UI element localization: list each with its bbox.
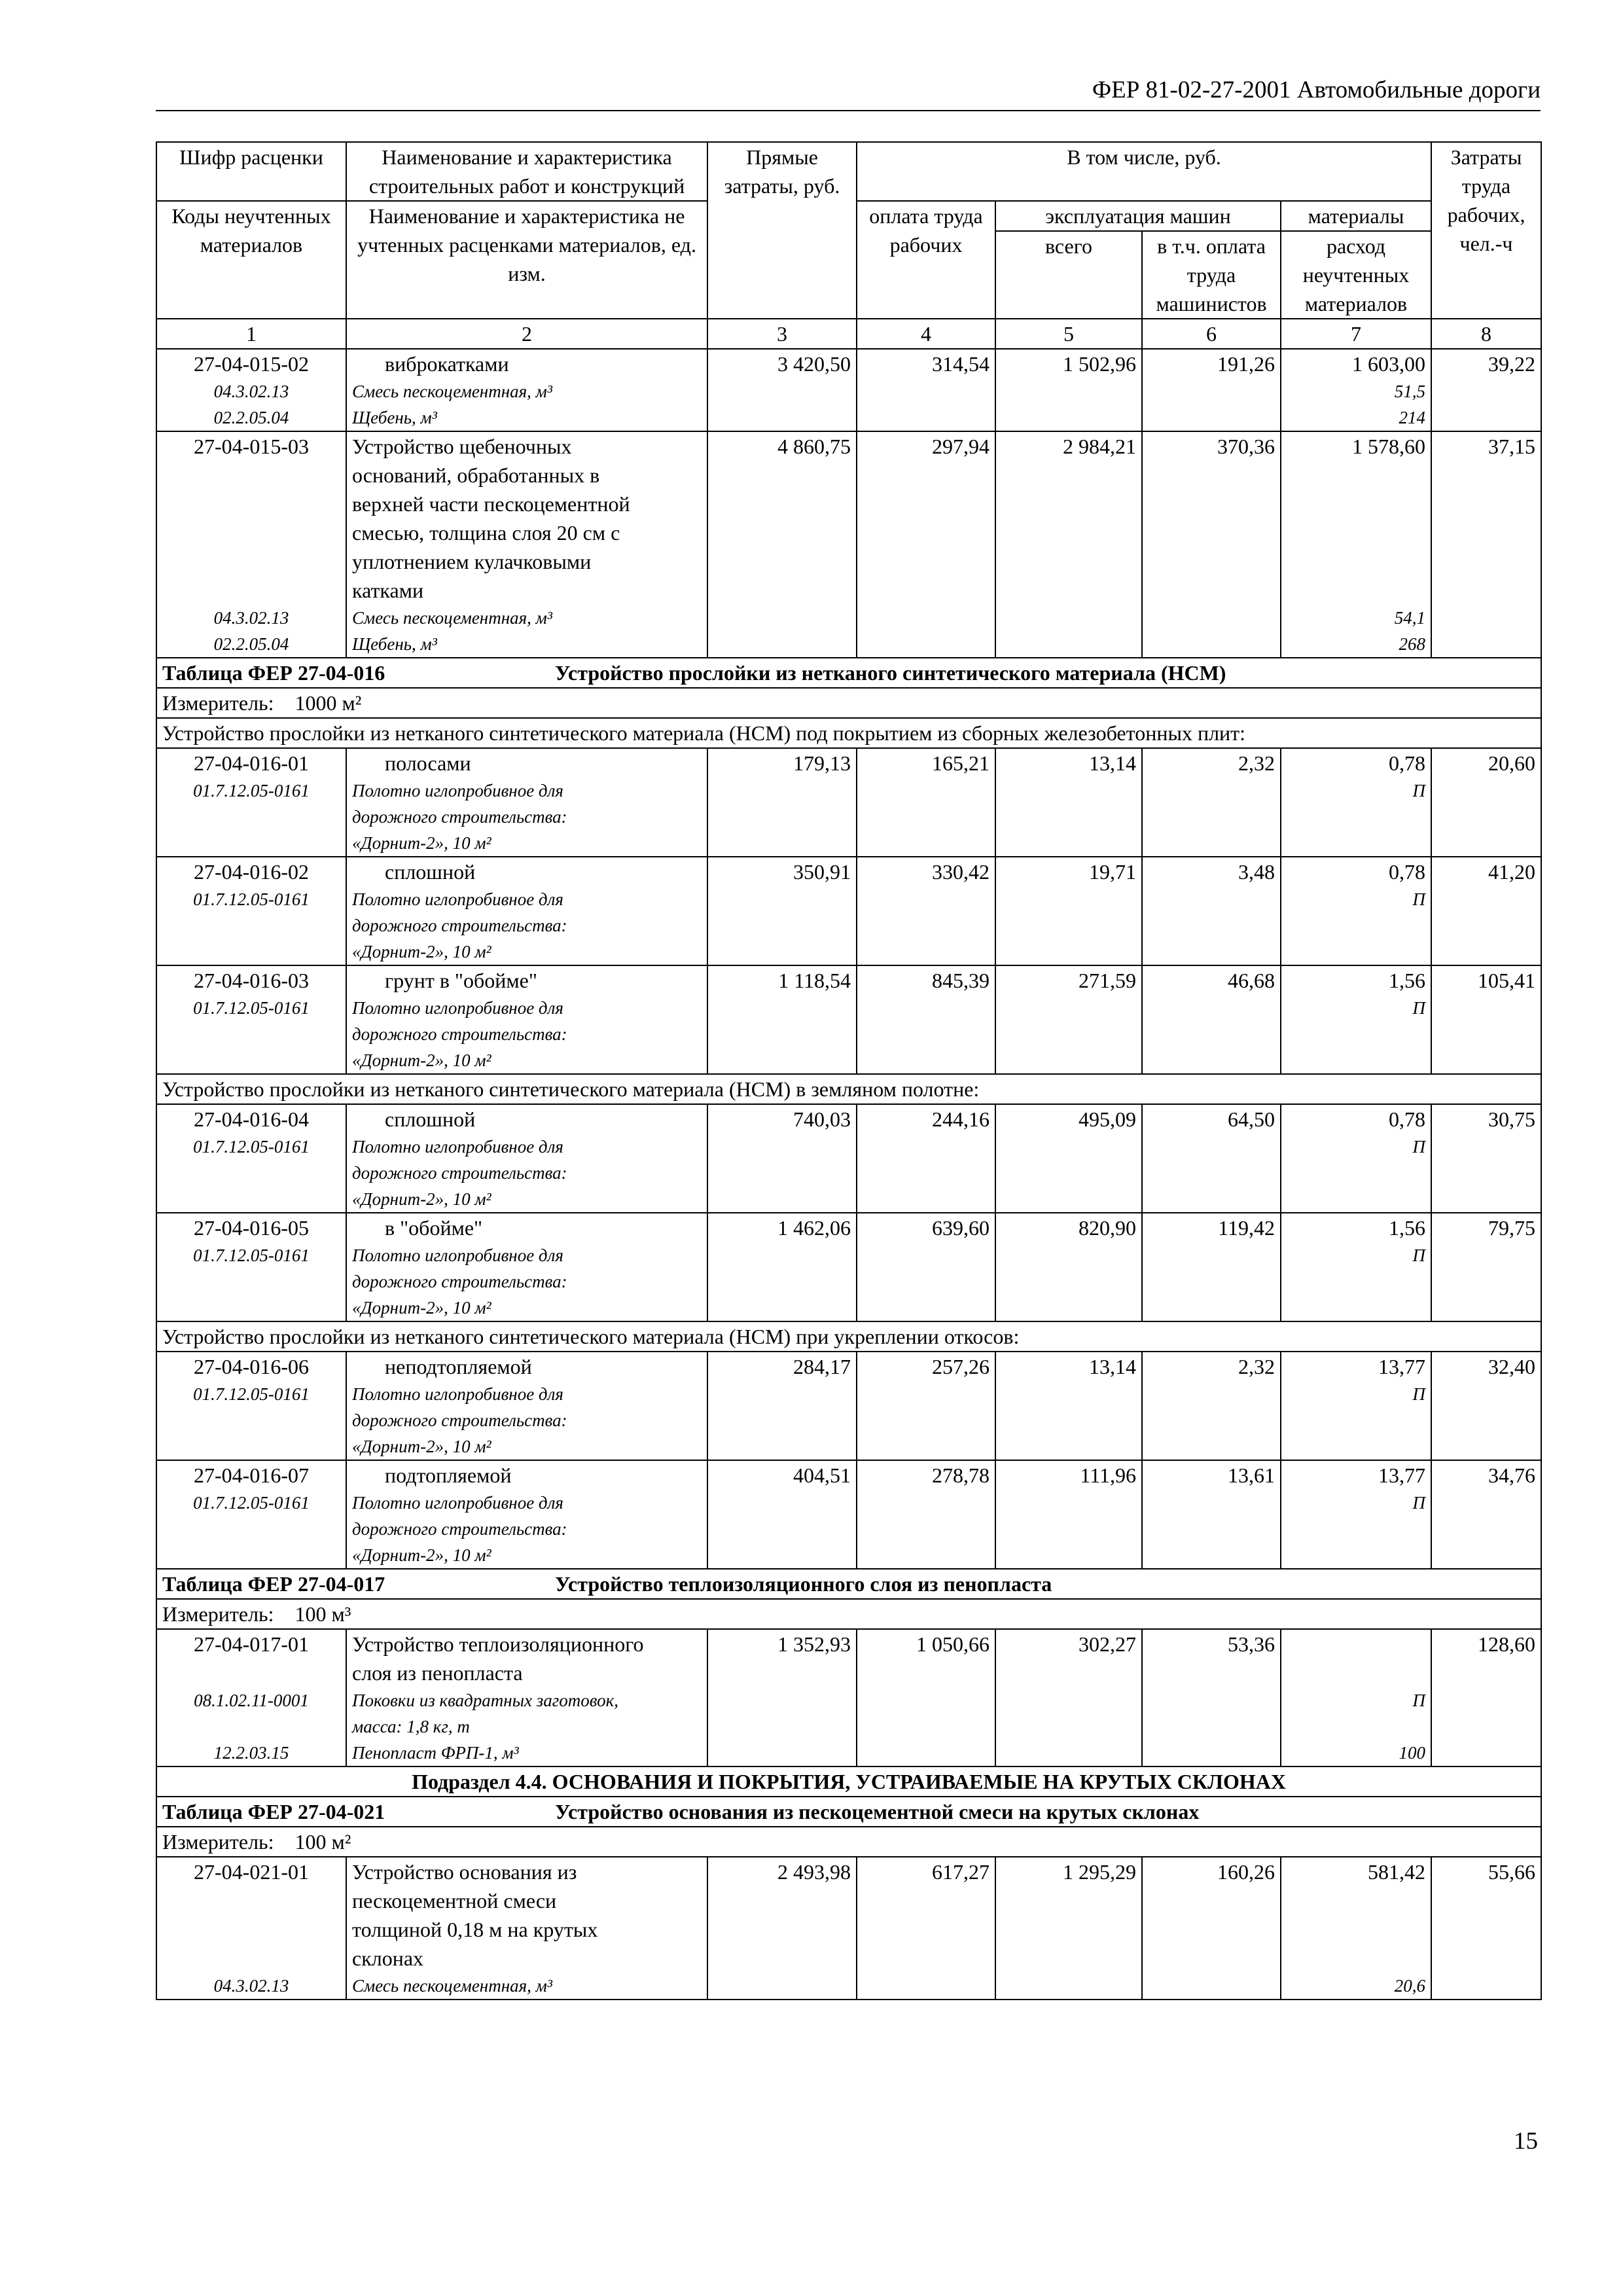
table-title-row bbox=[156, 658, 1541, 688]
table-row bbox=[156, 1352, 1541, 1460]
row-code: 27-04-016-05 bbox=[194, 1216, 309, 1240]
material-name: Полотно иглопробивное для bbox=[352, 1493, 563, 1513]
measure-row: Измеритель: 100 м² bbox=[156, 1827, 1541, 1857]
labor-hours: 41,20 bbox=[1431, 857, 1541, 965]
col2-bottom-header: Наименование и характеристика не учтенных расценками материалов, ед. изм. bbox=[346, 201, 707, 319]
table-number: Таблица ФЕР 27-04-021 bbox=[162, 1800, 385, 1823]
col4-header: оплата труда рабочих bbox=[857, 201, 995, 319]
material-code: 01.7.12.05-0161 bbox=[193, 781, 310, 800]
material-name: дорожного строительства: bbox=[352, 1272, 567, 1291]
material-name: Полотно иглопробивное для bbox=[352, 1246, 563, 1265]
material-name: «Дорнит-2», 10 м² bbox=[352, 942, 491, 961]
col5-header: всего bbox=[995, 231, 1142, 319]
materials-cost: 13,77 bbox=[1378, 1463, 1426, 1487]
group-row: Устройство прослойки из нетканого синтетического материала (НСМ) при укреплении откосов: bbox=[156, 1321, 1541, 1352]
group-row: Устройство прослойки из нетканого синтетического материала (НСМ) в земляном полотне: bbox=[156, 1074, 1541, 1104]
col-num: 1 bbox=[156, 319, 346, 349]
material-name: «Дорнит-2», 10 м² bbox=[352, 833, 491, 853]
machinist-pay: 2,32 bbox=[1142, 748, 1281, 857]
machines-header: эксплуатация машин bbox=[995, 201, 1281, 231]
material-name: дорожного строительства: bbox=[352, 1519, 567, 1539]
labor-pay: 639,60 bbox=[857, 1213, 995, 1321]
material-code: 01.7.12.05-0161 bbox=[193, 1137, 310, 1157]
row-name: в "обойме" bbox=[385, 1216, 483, 1240]
table-row: 27-04-021-01 04.3.02.13 Устройство основания из пескоцементной смеси толщиной 0,18 м на крутых склонах Смесь пескоцементная, м³ 2 493,98 617,27 1 295,29 160,26 581,42 20,6 55,66 bbox=[156, 1857, 1541, 2000]
col7-header: расход неучтенных материалов bbox=[1281, 231, 1431, 319]
group-header: В том числе, руб. bbox=[857, 142, 1431, 201]
measure-row: Измеритель: 100 м³ bbox=[156, 1599, 1541, 1629]
direct-costs: 284,17 bbox=[707, 1352, 857, 1460]
table-title-row bbox=[156, 1797, 1541, 1827]
row-code: 27-04-016-02 bbox=[194, 860, 309, 884]
material-name: Полотно иглопробивное для bbox=[352, 1137, 563, 1157]
machinist-pay: 2,32 bbox=[1142, 1352, 1281, 1460]
table-row bbox=[156, 1460, 1541, 1569]
price-table bbox=[156, 141, 1542, 2000]
material-unit: П bbox=[1412, 1246, 1426, 1265]
header-row-1 bbox=[156, 142, 1541, 201]
col-num: 4 bbox=[857, 319, 995, 349]
machines-total: 271,59 bbox=[995, 965, 1142, 1074]
measure-row: Измеритель: 1000 м² bbox=[156, 688, 1541, 718]
materials-cost: 13,77 bbox=[1378, 1355, 1426, 1378]
table-number: Таблица ФЕР 27-04-017 bbox=[162, 1572, 385, 1596]
labor-pay: 845,39 bbox=[857, 965, 995, 1074]
direct-costs: 1 462,06 bbox=[707, 1213, 857, 1321]
machinist-pay: 46,68 bbox=[1142, 965, 1281, 1074]
row-name: полосами bbox=[385, 751, 471, 775]
col6-header: в т.ч. оплата труда машинистов bbox=[1142, 231, 1281, 319]
material-name: «Дорнит-2», 10 м² bbox=[352, 1545, 491, 1565]
row-code: 27-04-016-03 bbox=[194, 969, 309, 992]
group-row: Устройство прослойки из нетканого синтетического материала (НСМ) под покрытием из сборных железобетонных плит: bbox=[156, 718, 1541, 748]
material-name: дорожного строительства: bbox=[352, 1163, 567, 1183]
material-unit: П bbox=[1412, 781, 1426, 800]
material-unit: П bbox=[1412, 998, 1426, 1018]
materials-cost: 0,78 bbox=[1389, 751, 1426, 775]
material-name: Полотно иглопробивное для bbox=[352, 781, 563, 800]
running-header: ФЕР 81-02-27-2001 Автомобильные дороги bbox=[156, 71, 1541, 111]
machinist-pay: 64,50 bbox=[1142, 1104, 1281, 1213]
col-num: 8 bbox=[1431, 319, 1541, 349]
material-name: Полотно иглопробивное для bbox=[352, 889, 563, 909]
material-name: «Дорнит-2», 10 м² bbox=[352, 1437, 491, 1456]
machinist-pay: 119,42 bbox=[1142, 1213, 1281, 1321]
material-code: 01.7.12.05-0161 bbox=[193, 998, 310, 1018]
materials-cost: 1,56 bbox=[1389, 1216, 1426, 1240]
labor-pay: 244,16 bbox=[857, 1104, 995, 1213]
table-number: Таблица ФЕР 27-04-016 bbox=[162, 661, 385, 685]
material-name: «Дорнит-2», 10 м² bbox=[352, 1050, 491, 1070]
labor-pay: 165,21 bbox=[857, 748, 995, 857]
labor-hours: 105,41 bbox=[1431, 965, 1541, 1074]
table-title: Устройство теплоизоляционного слоя из пенопласта bbox=[555, 1572, 1052, 1596]
machinist-pay: 3,48 bbox=[1142, 857, 1281, 965]
table-row bbox=[156, 1104, 1541, 1213]
material-unit: П bbox=[1412, 1493, 1426, 1513]
direct-costs: 1 118,54 bbox=[707, 965, 857, 1074]
direct-costs: 350,91 bbox=[707, 857, 857, 965]
table-title: Устройство прослойки из нетканого синтетического материала (НСМ) bbox=[555, 661, 1226, 685]
material-unit: П bbox=[1412, 1384, 1426, 1404]
materials-cost: 1,56 bbox=[1389, 969, 1426, 992]
col1-top-header: Шифр расценки bbox=[156, 142, 346, 201]
table-title: Устройство основания из пескоцементной смеси на крутых склонах bbox=[555, 1800, 1200, 1823]
direct-costs: 740,03 bbox=[707, 1104, 857, 1213]
col3-header: Прямые затраты, руб. bbox=[707, 142, 857, 319]
materials-cost: 0,78 bbox=[1389, 860, 1426, 884]
labor-hours: 79,75 bbox=[1431, 1213, 1541, 1321]
material-name: дорожного строительства: bbox=[352, 916, 567, 935]
col2-top-header: Наименование и характеристика строительных работ и конструкций bbox=[346, 142, 707, 201]
row-code: 27-04-016-06 bbox=[194, 1355, 309, 1378]
section-title: Подраздел 4.4. ОСНОВАНИЯ И ПОКРЫТИЯ, УСТРАИВАЕМЫЕ НА КРУТЫХ СКЛОНАХ bbox=[156, 1767, 1541, 1797]
material-code: 01.7.12.05-0161 bbox=[193, 1384, 310, 1404]
direct-costs: 404,51 bbox=[707, 1460, 857, 1569]
direct-costs: 179,13 bbox=[707, 748, 857, 857]
section-row bbox=[156, 1767, 1541, 1797]
materials-cost: 0,78 bbox=[1389, 1107, 1426, 1131]
material-name: дорожного строительства: bbox=[352, 1410, 567, 1430]
material-name: «Дорнит-2», 10 м² bbox=[352, 1298, 491, 1318]
material-code: 01.7.12.05-0161 bbox=[193, 1493, 310, 1513]
col1-bottom-header: Коды неучтенных материалов bbox=[156, 201, 346, 319]
labor-hours: 30,75 bbox=[1431, 1104, 1541, 1213]
row-name: подтопляемой bbox=[385, 1463, 512, 1487]
row-name: грунт в "обойме" bbox=[385, 969, 537, 992]
table-row: 27-04-017-01 08.1.02.11-0001 12.2.03.15 Устройство теплоизоляционного слоя из пенопласта Поковки из квадратных заготовок, масса: 1,8 кг, т Пенопласт ФРП-1, м³ 1 352,93 1 050,66 302,27 53,36 П 100 128,60 bbox=[156, 1629, 1541, 1767]
row-name: неподтопляемой bbox=[385, 1355, 532, 1378]
column-number-row bbox=[156, 319, 1541, 349]
labor-pay: 330,42 bbox=[857, 857, 995, 965]
table-row bbox=[156, 748, 1541, 857]
table-title-row bbox=[156, 1569, 1541, 1599]
labor-hours: 32,40 bbox=[1431, 1352, 1541, 1460]
labor-pay: 257,26 bbox=[857, 1352, 995, 1460]
material-code: 01.7.12.05-0161 bbox=[193, 1246, 310, 1265]
machines-total: 495,09 bbox=[995, 1104, 1142, 1213]
table-row bbox=[156, 857, 1541, 965]
material-name: «Дорнит-2», 10 м² bbox=[352, 1189, 491, 1209]
table-row bbox=[156, 965, 1541, 1074]
col8-header: Затраты труда рабочих, чел.-ч bbox=[1431, 142, 1541, 319]
machinist-pay: 13,61 bbox=[1142, 1460, 1281, 1569]
machines-total: 13,14 bbox=[995, 1352, 1142, 1460]
labor-hours: 20,60 bbox=[1431, 748, 1541, 857]
table-row: 27-04-015-02 04.3.02.13 02.2.05.04 виброкатками Смесь пескоцементная, м³ Щебень, м³ 3 420,50 314,54 1 502,96 191,26 1 603,00 51,5 214 39,22 bbox=[156, 349, 1541, 431]
table-row bbox=[156, 1213, 1541, 1321]
labor-hours: 34,76 bbox=[1431, 1460, 1541, 1569]
machines-total: 111,96 bbox=[995, 1460, 1142, 1569]
material-name: Полотно иглопробивное для bbox=[352, 998, 563, 1018]
col-num: 3 bbox=[707, 319, 857, 349]
row-code: 27-04-016-04 bbox=[194, 1107, 309, 1131]
material-name: дорожного строительства: bbox=[352, 807, 567, 827]
material-unit: П bbox=[1412, 1137, 1426, 1157]
machines-total: 13,14 bbox=[995, 748, 1142, 857]
row-code: 27-04-016-07 bbox=[194, 1463, 309, 1487]
page-number: 15 bbox=[1514, 2128, 1538, 2155]
table-row: 27-04-015-03 04.3.02.13 02.2.05.04 Устройство щебеночных оснований, обработанных в верхней части пескоцементной смесью, толщина слоя 20 см с уплотнением кулачковыми катками Смесь пескоцементная, м³ Щебень, м³ 4 860,75 297,94 2 984,21 370,36 1 578,60 54,1 268 37,15 bbox=[156, 431, 1541, 658]
col-num: 2 bbox=[346, 319, 707, 349]
material-unit: П bbox=[1412, 889, 1426, 909]
material-code: 01.7.12.05-0161 bbox=[193, 889, 310, 909]
row-name: сплошной bbox=[385, 1107, 476, 1131]
material-name: дорожного строительства: bbox=[352, 1024, 567, 1044]
col-num: 7 bbox=[1281, 319, 1431, 349]
row-code: 27-04-016-01 bbox=[194, 751, 309, 775]
machines-total: 820,90 bbox=[995, 1213, 1142, 1321]
machines-total: 19,71 bbox=[995, 857, 1142, 965]
labor-pay: 278,78 bbox=[857, 1460, 995, 1569]
materials-header: материалы bbox=[1281, 201, 1431, 231]
material-name: Полотно иглопробивное для bbox=[352, 1384, 563, 1404]
col-num: 5 bbox=[995, 319, 1142, 349]
row-name: сплошной bbox=[385, 860, 476, 884]
col-num: 6 bbox=[1142, 319, 1281, 349]
